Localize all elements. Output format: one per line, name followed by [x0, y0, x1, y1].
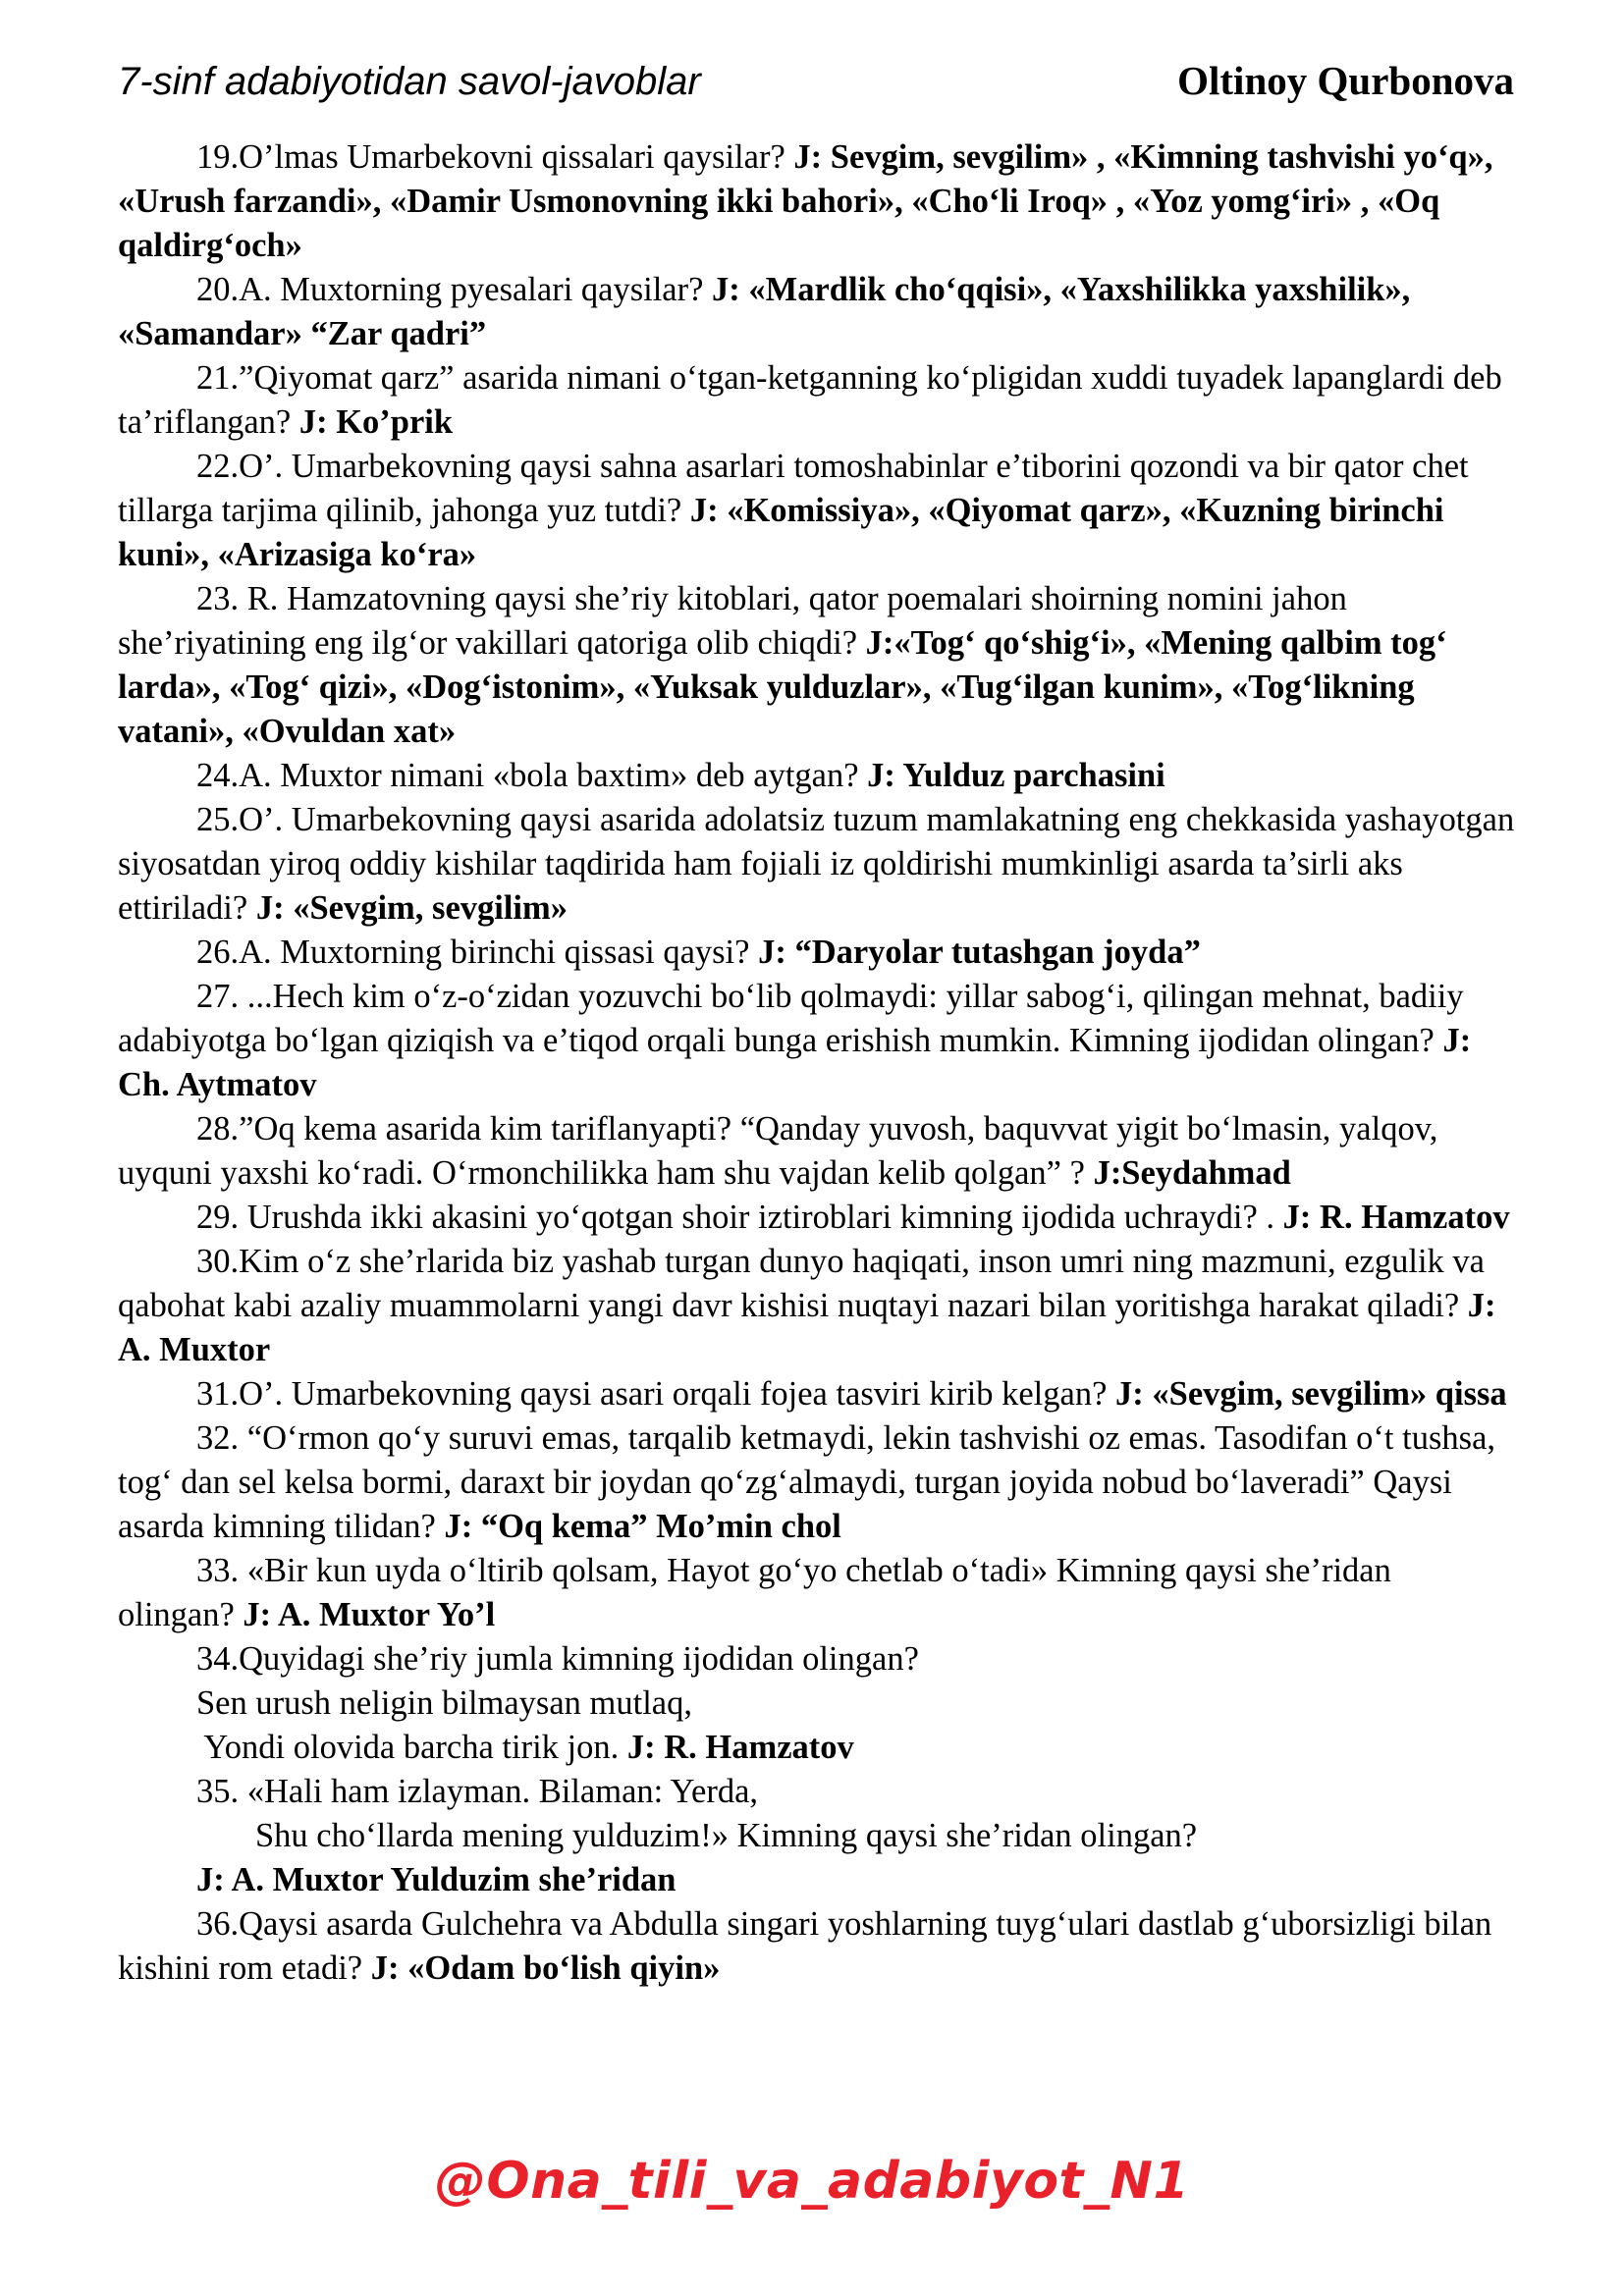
verse-line: Sen urush neligin bilmaysan mutlaq,	[196, 1684, 692, 1722]
answer-text: J: “Daryolar tutashgan joyda”	[758, 934, 1201, 971]
question-text: 34.Quyidagi she’riy jumla kimning ijodidan olingan?	[196, 1640, 919, 1678]
question-text: 21.”Qiyomat qarz” asarida nimani o‘tgan-ketganning ko‘pligidan xuddi tuyadek lapanglardi deb ta’riflangan?	[118, 359, 1502, 441]
answer-text: J:Seydahmad	[1093, 1154, 1291, 1192]
header-title: 7-sinf adabiyotidan savol-javoblar	[118, 60, 701, 103]
answer-text: J: Ko’prik	[298, 403, 454, 441]
qa-item-33	[118, 1549, 1516, 1637]
question-text: 36.Qaysi asarda Gulchehra va Abdulla singari yoshlarning tuyg‘ulari dastlab g‘uborsizligi bilan kishini rom etadi?	[118, 1905, 1492, 1987]
question-text: 24.A. Muxtor nimani «bola baxtim» deb aytgan?	[196, 757, 868, 794]
question-text: 35. «Hali ham izlayman. Bilaman: Yerda,	[196, 1773, 759, 1810]
qa-item-30	[118, 1240, 1516, 1372]
answer-text: J: Ch. Aytmatov	[118, 1022, 1472, 1103]
qa-item-35	[118, 1770, 1516, 1902]
qa-item-19	[118, 135, 1516, 268]
answer-text: J: A. Muxtor	[118, 1287, 1496, 1368]
qa-item-24	[118, 754, 1516, 798]
question-text: 29. Urushda ikki akasini yo‘qotgan shoir iztiroblari kimning ijodida uchraydi? .	[196, 1199, 1283, 1236]
question-text: 30.Kim o‘z she’rlarida biz yashab turgan dunyo haqiqati, inson umri ning mazmuni, ezgulik va qabohat kabi azaliy muammolarni yangi davr kishisi nuqtayi nazari bilan yoritishga harakat qiladi?	[118, 1243, 1485, 1324]
answer-text: J: R. Hamzatov	[626, 1729, 854, 1766]
question-text: 27. ...Hech kim o‘z-o‘zidan yozuvchi bo‘lib qolmaydi: yillar sabog‘i, qilingan mehnat, badiiy adabiyotga bo‘lgan qiziqish va e’tiqod orqali bunga erishish mumkin. Kimning ijodidan olingan?	[118, 978, 1464, 1059]
page-header	[118, 57, 1514, 112]
answer-text: J:«Tog‘ qo‘shig‘i», «Mening qalbim tog‘ larda», «Tog‘ qizi», «Dog‘istonim», «Yuksak yulduzlar», «Tug‘ilgan kunim», «Tog‘likning vatani», «Ovuldan xat»	[118, 624, 1447, 750]
answer-text: J: «Mardlik cho‘qqisi», «Yaxshilikka yaxshilik», «Samandar» “Zar qadri”	[118, 271, 1411, 352]
answer-text: J: A. Muxtor Yulduzim she’ridan	[196, 1861, 677, 1898]
qa-item-32	[118, 1416, 1516, 1549]
answer-text: J: A. Muxtor Yo’l	[243, 1596, 496, 1633]
footer-channel-handle: @Ona_tili_va_adabiyot_N1	[434, 2152, 1190, 2211]
qa-item-31	[118, 1372, 1516, 1416]
verse-line: Shu cho‘llarda mening yulduzim!» Kimning qaysi she’ridan olingan?	[255, 1817, 1198, 1854]
answer-text: J: Sevgim, sevgilim» , «Kimning tashvishi yo‘q», «Urush farzandi», «Damir Usmonovning ikki bahori», «Cho‘li Iroq» , «Yoz yomg‘iri» , «Oq qaldirg‘och»	[118, 138, 1493, 264]
qa-item-20	[118, 268, 1516, 356]
qa-item-25	[118, 798, 1516, 931]
qa-item-29	[118, 1196, 1516, 1240]
answer-text: J: «Sevgim, sevgilim» qissa	[1115, 1375, 1507, 1413]
question-text: 26.A. Muxtorning birinchi qissasi qaysi?	[196, 934, 759, 971]
answer-text: J: “Oq kema” Mo’min chol	[444, 1508, 841, 1545]
qa-item-23	[118, 577, 1516, 754]
question-text: 25.O’. Umarbekovning qaysi asarida adolatsiz tuzum mamlakatning eng chekkasida yashayotgan siyosatdan yiroq oddiy kishilar taqdirida ham fojiali iz qoldirishi mumkinligi asarda ta’sirli aks ettiriladi?	[118, 801, 1515, 927]
qa-item-26	[118, 931, 1516, 975]
question-text: 31.O’. Umarbekovning qaysi asari orqali fojea tasviri kirib kelgan?	[196, 1375, 1116, 1413]
question-text: 23. R. Hamzatovning qaysi she’riy kitoblari, qator poemalari shoirning nomini jahon she’riyatining eng ilg‘or vakillari qatoriga olib chiqdi?	[118, 580, 1347, 662]
header-author: Oltinoy Qurbonova	[1177, 58, 1514, 103]
question-text: 28.”Oq kema asarida kim tariflanyapti? “Qanday yuvosh, baquvvat yigit bo‘lmasin, yalqov, uyquni yaxshi ko‘radi. O‘rmonchilikka ham shu vajdan kelib qolgan” ?	[118, 1110, 1438, 1192]
question-text: 33. «Bir kun uyda o‘ltirib qolsam, Hayot go‘yo chetlab o‘tadi» Kimning qaysi she’ridan olingan?	[118, 1552, 1391, 1633]
answer-text: J: R. Hamzatov	[1282, 1199, 1510, 1236]
qa-item-36	[118, 1902, 1516, 1991]
document-body	[118, 135, 1516, 1991]
answer-line	[118, 1858, 1516, 1902]
qa-item-27	[118, 975, 1516, 1107]
verse-line: Yondi olovida barcha tirik jon.	[196, 1729, 627, 1766]
answer-text: J: «Komissiya», «Qiyomat qarz», «Kuzning birinchi kuni», «Arizasiga ko‘ra»	[118, 492, 1444, 573]
qa-item-28	[118, 1107, 1516, 1196]
question-text: 22.O’. Umarbekovning qaysi sahna asarlari tomoshabinlar e’tiborini qozondi va bir qator chet tillarga tarjima qilinib, jahonga yuz tutdi?	[118, 448, 1469, 529]
answer-text: J: «Sevgim, sevgilim»	[255, 889, 568, 927]
answer-text: J: «Odam bo‘lish qiyin»	[370, 1949, 721, 1987]
question-text: 32. “O‘rmon qo‘y suruvi emas, tarqalib ketmaydi, lekin tashvishi oz emas. Tasodifan o‘t tushsa, tog‘ dan sel kelsa bormi, daraxt bir joydan qo‘zg‘almaydi, turgan joyida nobud bo‘laveradi” Qaysi asarda kimning tilidan?	[118, 1419, 1496, 1545]
qa-item-22	[118, 445, 1516, 577]
question-text: 19.O’lmas Umarbekovni qissalari qaysilar?	[196, 138, 794, 176]
qa-item-34	[118, 1637, 1516, 1770]
answer-text: J: Yulduz parchasini	[867, 757, 1165, 794]
question-text: 20.A. Muxtorning pyesalari qaysilar?	[196, 271, 713, 308]
qa-item-21	[118, 356, 1516, 445]
verse-line-with-answer	[118, 1726, 1516, 1770]
